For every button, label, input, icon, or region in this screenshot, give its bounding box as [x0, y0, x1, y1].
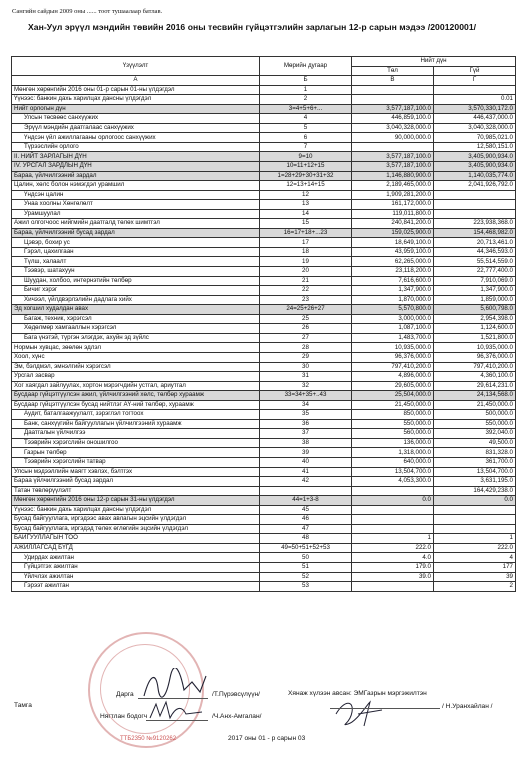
row-label: Бага үнэтэй, түргэн элэгдэх, ахуйн эд зүйлс	[12, 333, 260, 343]
row-actual-value: 2,954,398.0	[434, 314, 516, 324]
row-label: Бусдаар гүйцэтгүүлсэн бусад нийтлэг АҮ-ний төлбөр, хураамж	[12, 400, 260, 410]
row-code: 25	[260, 314, 352, 324]
row-plan-value	[352, 505, 434, 515]
row-label: Багаж, техник, хэрэгсэл	[12, 314, 260, 324]
table-row	[12, 429, 516, 439]
row-label: Бусад байгууллага, иргэдэд төлөх өглөгийн эцсийн үлдэгдэл	[12, 524, 260, 534]
row-code: 46	[260, 515, 352, 525]
row-actual-value: 7,910,069.0	[434, 276, 516, 286]
table-row	[12, 362, 516, 372]
table-row	[12, 524, 516, 534]
row-actual-value: 21,450,000.0	[434, 400, 516, 410]
table-row	[12, 457, 516, 467]
row-label: Бараа, үйлчилгээний бусад зардал	[12, 228, 260, 238]
row-plan-value: 39.0	[352, 572, 434, 582]
row-code: 10=11+12+15	[260, 162, 352, 172]
row-actual-value: 223,938,368.0	[434, 219, 516, 229]
table-row	[12, 477, 516, 487]
row-actual-value	[434, 524, 516, 534]
row-label: Үндсэн цалин	[12, 190, 260, 200]
table-row	[12, 219, 516, 229]
row-plan-value: 21,450,000.0	[352, 400, 434, 410]
row-plan-value	[352, 142, 434, 152]
row-label: Үйлчлэх ажилтан	[12, 572, 260, 582]
row-plan-value: 7,616,600.0	[352, 276, 434, 286]
row-label: Гэрээт ажилтан	[12, 582, 260, 592]
row-plan-value: 159,025,900.0	[352, 228, 434, 238]
row-plan-value: 2,189,465,000.0	[352, 181, 434, 191]
row-plan-value: 1,870,000.0	[352, 295, 434, 305]
row-code: 22	[260, 286, 352, 296]
row-code: 1	[260, 85, 352, 95]
table-row	[12, 209, 516, 219]
row-actual-value	[434, 515, 516, 525]
row-code: 36	[260, 419, 352, 429]
row-actual-value: 164,429,238.0	[434, 486, 516, 496]
director-name: /Т.Пүрэвсүлүүн/	[212, 691, 260, 698]
table-row	[12, 190, 516, 200]
row-plan-value: 797,410,200.0	[352, 362, 434, 372]
table-row	[12, 582, 516, 592]
table-row	[12, 305, 516, 315]
row-code: 15	[260, 219, 352, 229]
row-label: Цэвэр, бохир ус	[12, 238, 260, 248]
director-signature	[140, 668, 210, 702]
row-code: 17	[260, 238, 352, 248]
row-plan-value: 3,577,187,100.0	[352, 104, 434, 114]
table-row	[12, 372, 516, 382]
row-code: 12	[260, 190, 352, 200]
row-label: Эд хогшил худалдан авах	[12, 305, 260, 315]
row-actual-value: 177	[434, 562, 516, 572]
table-row	[12, 562, 516, 572]
row-label: Аудит, баталгаажуулалт, зэрэглэл тогтоох	[12, 410, 260, 420]
row-actual-value: 2	[434, 582, 516, 592]
row-plan-value: 3,577,187,100.0	[352, 162, 434, 172]
row-label: Удирдах ажилтан	[12, 553, 260, 563]
row-actual-value	[434, 200, 516, 210]
row-plan-value: 1,483,700.0	[352, 333, 434, 343]
table-row	[12, 85, 516, 95]
row-plan-value: 62,265,000.0	[352, 257, 434, 267]
row-actual-value: 12,580,151.0	[434, 142, 516, 152]
row-label: Унаа хоолны Хөнгөлөлт	[12, 200, 260, 210]
row-label: Шуудан, холбоо, интернэтийн төлбөр	[12, 276, 260, 286]
table-row	[12, 543, 516, 553]
table-row	[12, 152, 516, 162]
table-row	[12, 104, 516, 114]
row-label: Нормын хувцас, зөөлөн эдлэл	[12, 343, 260, 353]
row-actual-value: 3,405,900,934.0	[434, 162, 516, 172]
row-plan-value: 0.0	[352, 496, 434, 506]
row-actual-value: 29,614,231.0	[434, 381, 516, 391]
row-label: Урсгал засвар	[12, 372, 260, 382]
row-actual-value: 1,521,800.0	[434, 333, 516, 343]
row-plan-value: 1,347,900.0	[352, 286, 434, 296]
row-label: Улсын мэдээллийн маягт хэвлэх, бэлтгэх	[12, 467, 260, 477]
row-actual-value: 22,777,400.0	[434, 267, 516, 277]
row-plan-value: 1,087,100.0	[352, 324, 434, 334]
table-row	[12, 295, 516, 305]
row-code: 50	[260, 553, 352, 563]
row-actual-value: 1	[434, 534, 516, 544]
row-code: 34	[260, 400, 352, 410]
table-row	[12, 123, 516, 133]
table-row	[12, 391, 516, 401]
row-label: Татан төвлөрүүлэлт	[12, 486, 260, 496]
row-label: Тээвэр, шатахуун	[12, 267, 260, 277]
row-actual-value: 5,600,798.0	[434, 305, 516, 315]
row-plan-value: 560,000.0	[352, 429, 434, 439]
row-actual-value: 13,504,700.0	[434, 467, 516, 477]
row-actual-value: 96,376,000.0	[434, 352, 516, 362]
row-code: 23	[260, 295, 352, 305]
row-plan-value: 1,909,281,200.0	[352, 190, 434, 200]
table-row	[12, 343, 516, 353]
row-code: 42	[260, 477, 352, 487]
row-plan-value	[352, 95, 434, 105]
table-row	[12, 238, 516, 248]
row-label: Эрүүл мэндийн даатгалаас санхүүжих	[12, 123, 260, 133]
row-label: Үүнээс: банкин дахь харилцах дансны үлдэгдэл	[12, 505, 260, 515]
row-actual-value: 2,041,926,792.0	[434, 181, 516, 191]
row-plan-value: 3,577,187,100.0	[352, 152, 434, 162]
table-row	[12, 314, 516, 324]
expenditure-table	[11, 56, 516, 592]
table-row	[12, 200, 516, 210]
row-actual-value: 500,000.0	[434, 410, 516, 420]
row-plan-value: 10,935,000.0	[352, 343, 434, 353]
row-code: 24=25+26+27	[260, 305, 352, 315]
row-plan-value: 23,118,200.0	[352, 267, 434, 277]
row-label: Ажил олгогчоос нийгмийн даатгалд төлөх шимтгэл	[12, 219, 260, 229]
row-plan-value: 161,172,000.0	[352, 200, 434, 210]
table-row	[12, 114, 516, 124]
table-row	[12, 419, 516, 429]
row-code: 47	[260, 524, 352, 534]
stamp-label: Тамга	[14, 702, 32, 709]
row-actual-value: 1,140,035,774.0	[434, 171, 516, 181]
row-label: Түрээслийн орлого	[12, 142, 260, 152]
row-label: Хөдөлмөр хамгааллын хэрэгсэл	[12, 324, 260, 334]
row-actual-value: 797,410,200.0	[434, 362, 516, 372]
row-actual-value: 3,040,328,000.0	[434, 123, 516, 133]
row-label: Банк, санхүүгийн байгууллагын үйлчилгээний хураамж	[12, 419, 260, 429]
row-label: Эм, бэлдмэл, эмнэлгийн хэрэгсэл	[12, 362, 260, 372]
row-label: Тээврийн хэрэгслийн оношилгоо	[12, 438, 260, 448]
row-actual-value: 550,000.0	[434, 419, 516, 429]
row-plan-value: 640,000.0	[352, 457, 434, 467]
table-row	[12, 553, 516, 563]
table-row	[12, 133, 516, 143]
row-actual-value: 1,124,600.0	[434, 324, 516, 334]
row-label: Урамшуулал	[12, 209, 260, 219]
row-code: 53	[260, 582, 352, 592]
header-indicator: Үзүүлэлт	[12, 57, 260, 76]
row-plan-value: 1,318,000.0	[352, 448, 434, 458]
row-plan-value: 4.0	[352, 553, 434, 563]
row-actual-value: 10,935,000.0	[434, 343, 516, 353]
row-label: Мөнгөн хөрөнгийн 2016 оны 12-р сарын 31-ны үлдэгдэл	[12, 496, 260, 506]
reviewer-label: Хянаж хүлээн авсан: ЭМГазрын мэргэжилтэн	[288, 690, 427, 697]
row-code: 39	[260, 448, 352, 458]
letter-g: Г	[434, 76, 516, 86]
table-header-row	[12, 57, 516, 67]
row-code: 19	[260, 257, 352, 267]
row-code: 41	[260, 467, 352, 477]
header-row-number: Мөрийн дугаар	[260, 57, 352, 76]
accountant-label: Нягтлан бодогч	[100, 713, 148, 720]
table-row	[12, 381, 516, 391]
table-row	[12, 228, 516, 238]
table-row	[12, 286, 516, 296]
row-label: Бичиг хэрэг	[12, 286, 260, 296]
row-actual-value: 0.0	[434, 496, 516, 506]
row-code: 31	[260, 372, 352, 382]
row-label: II. НИЙТ ЗАРЛАГЫН ДҮН	[12, 152, 260, 162]
row-actual-value: 4,360,100.0	[434, 372, 516, 382]
row-plan-value: 119,011,800.0	[352, 209, 434, 219]
row-code: 38	[260, 438, 352, 448]
row-code: 51	[260, 562, 352, 572]
row-plan-value: 3,000,000.0	[352, 314, 434, 324]
row-actual-value: 44,346,593.0	[434, 247, 516, 257]
row-actual-value: 20,713,461.0	[434, 238, 516, 248]
row-plan-value: 179.0	[352, 562, 434, 572]
row-plan-value: 1	[352, 534, 434, 544]
row-code: 48	[260, 534, 352, 544]
row-code: 52	[260, 572, 352, 582]
row-plan-value: 4,896,000.0	[352, 372, 434, 382]
table-row	[12, 171, 516, 181]
row-label: Бараа үйлчилгээний бусад зардал	[12, 477, 260, 487]
row-code: 32	[260, 381, 352, 391]
table-row	[12, 352, 516, 362]
table-row	[12, 276, 516, 286]
row-actual-value: 70,985,021.0	[434, 133, 516, 143]
row-plan-value: 446,859,100.0	[352, 114, 434, 124]
row-plan-value	[352, 486, 434, 496]
row-actual-value: 55,514,559.0	[434, 257, 516, 267]
row-actual-value: 3,405,900,934.0	[434, 152, 516, 162]
approval-note: Сангийн сайдын 2009 оны ...... тоот тушаалаар батлав.	[12, 8, 163, 15]
row-plan-value: 18,649,100.0	[352, 238, 434, 248]
row-code: 28	[260, 343, 352, 353]
row-code: 30	[260, 362, 352, 372]
row-code: 2	[260, 95, 352, 105]
row-code: 5	[260, 123, 352, 133]
row-actual-value: 831,328.0	[434, 448, 516, 458]
row-label: Гүйцэтгэх ажилтан	[12, 562, 260, 572]
row-label: Мөнгөн хөрөнгийн 2016 оны 01-р сарын 01-ны үлдэгдэл	[12, 85, 260, 95]
row-plan-value: 1,146,880,900.0	[352, 171, 434, 181]
row-code: 37	[260, 429, 352, 439]
table-body	[12, 57, 516, 592]
table-row	[12, 505, 516, 515]
row-plan-value: 850,000.0	[352, 410, 434, 420]
row-code: 44=1+3-8	[260, 496, 352, 506]
row-actual-value: 361,700.0	[434, 457, 516, 467]
row-code: 35	[260, 410, 352, 420]
row-actual-value	[434, 190, 516, 200]
row-label: Цалин, хөлс болон нэмэгдэл урамшил	[12, 181, 260, 191]
row-code: 33=34+35+..43	[260, 391, 352, 401]
row-actual-value: 3,570,330,172.0	[434, 104, 516, 114]
row-plan-value: 136,000.0	[352, 438, 434, 448]
row-label: Гэрэл, цахилгаан	[12, 247, 260, 257]
row-code: 29	[260, 352, 352, 362]
letter-b: Б	[260, 76, 352, 86]
row-actual-value: 4	[434, 553, 516, 563]
row-label: Бусдаар гүйцэтгүүлсэн ажил, үйлчилгээний хөлс, төлбөр хураамж	[12, 391, 260, 401]
reviewer-name: / Н.Уранхайлан /	[442, 703, 493, 710]
table-row	[12, 534, 516, 544]
row-plan-value	[352, 524, 434, 534]
row-label: Тээврийн хэрэгслийн татвар	[12, 457, 260, 467]
table-row	[12, 410, 516, 420]
row-code: 14	[260, 209, 352, 219]
row-code: 20	[260, 267, 352, 277]
row-plan-value: 240,841,200.0	[352, 219, 434, 229]
header-total: Нийт дүн	[352, 57, 516, 67]
letter-a: А	[12, 76, 260, 86]
row-label: АЖИЛЛАГСАД БҮГД	[12, 543, 260, 553]
row-plan-value: 13,504,700.0	[352, 467, 434, 477]
row-label: Нийт орлогын дүн	[12, 104, 260, 114]
report-date: 2017 оны 01 - р сарын 03	[228, 735, 306, 742]
row-actual-value: 39	[434, 572, 516, 582]
row-code: 49=50+51+52+53	[260, 543, 352, 553]
row-code: 18	[260, 247, 352, 257]
row-label: Үндсэн үйл ажиллагааны орлогоос санхүүжих	[12, 133, 260, 143]
director-label: Дарга	[116, 691, 134, 698]
table-row	[12, 572, 516, 582]
row-plan-value: 29,605,000.0	[352, 381, 434, 391]
row-plan-value: 90,000,000.0	[352, 133, 434, 143]
row-code: 40	[260, 457, 352, 467]
row-actual-value: 222.0	[434, 543, 516, 553]
table-row	[12, 400, 516, 410]
row-label: Газрын төлбөр	[12, 448, 260, 458]
row-code: 26	[260, 324, 352, 334]
row-code: 45	[260, 505, 352, 515]
row-label: БАЙГУУЛЛАГЫН ТОО	[12, 534, 260, 544]
header-actual: Гүй	[434, 66, 516, 76]
row-actual-value: 3,631,195.0	[434, 477, 516, 487]
row-actual-value: 24,134,568.0	[434, 391, 516, 401]
accountant-signature	[146, 698, 206, 724]
table-row	[12, 496, 516, 506]
table-row	[12, 142, 516, 152]
table-row	[12, 267, 516, 277]
reviewer-signature	[330, 696, 390, 730]
row-label: Үүнээс: банкин дахь харилцах дансны үлдэгдэл	[12, 95, 260, 105]
row-label: IV. УРСГАЛ ЗАРДЛЫН ДҮН	[12, 162, 260, 172]
row-code: 7	[260, 142, 352, 152]
row-plan-value: 3,040,328,000.0	[352, 123, 434, 133]
row-plan-value: 550,000.0	[352, 419, 434, 429]
row-plan-value	[352, 582, 434, 592]
row-label: Улсын төсвөөс санхүүжих	[12, 114, 260, 124]
row-label: Хог хаягдал зайлуулах, хортон мэрэгчдийн устгал, ариутгал	[12, 381, 260, 391]
row-label: Даатгалын үйлчилгээ	[12, 429, 260, 439]
table-row	[12, 247, 516, 257]
table-row	[12, 333, 516, 343]
row-plan-value	[352, 85, 434, 95]
row-actual-value	[434, 505, 516, 515]
row-plan-value: 25,504,000.0	[352, 391, 434, 401]
row-code: 9=10	[260, 152, 352, 162]
row-code: 13	[260, 200, 352, 210]
table-row	[12, 95, 516, 105]
row-actual-value	[434, 209, 516, 219]
table-row	[12, 324, 516, 334]
row-plan-value: 4,053,300.0	[352, 477, 434, 487]
table-letter-row	[12, 76, 516, 86]
row-label: Бараа, үйлчилгээний зардал	[12, 171, 260, 181]
row-actual-value	[434, 85, 516, 95]
row-label: Бусад байгууллага, иргэдээс авах авлагын эцсийн үлдэгдэл	[12, 515, 260, 525]
table-row	[12, 467, 516, 477]
row-actual-value: 49,500.0	[434, 438, 516, 448]
row-plan-value: 43,959,100.0	[352, 247, 434, 257]
table-row	[12, 515, 516, 525]
row-code: 21	[260, 276, 352, 286]
row-code: 1=28+29+30+31+32	[260, 171, 352, 181]
row-plan-value	[352, 515, 434, 525]
table-row	[12, 257, 516, 267]
row-code: 12=13+14+15	[260, 181, 352, 191]
row-actual-value: 392,040.0	[434, 429, 516, 439]
row-actual-value: 0.01	[434, 95, 516, 105]
row-label: Түлш, халаалт	[12, 257, 260, 267]
row-actual-value: 154,468,982.0	[434, 228, 516, 238]
row-actual-value: 446,437,000.0	[434, 114, 516, 124]
reviewer-signature-line	[330, 708, 440, 709]
table-row	[12, 438, 516, 448]
row-code: 4	[260, 114, 352, 124]
report-title: Хан-Уул эрүүл мэндийн төвийн 2016 оны тесвийн гүйцэтгэлийн зарлагын 12-р сарын мэдээ /200120001/	[28, 22, 477, 32]
stamp-number: ТТБ2350 №9120262	[120, 736, 177, 742]
row-code: 16=17+18+...23	[260, 228, 352, 238]
letter-v: В	[352, 76, 434, 86]
table-row	[12, 448, 516, 458]
row-actual-value: 1,347,900.0	[434, 286, 516, 296]
row-label: Хоол, хүнс	[12, 352, 260, 362]
header-plan: Төл	[352, 66, 434, 76]
table-row	[12, 162, 516, 172]
row-code	[260, 486, 352, 496]
row-code: 27	[260, 333, 352, 343]
row-plan-value: 96,376,000.0	[352, 352, 434, 362]
row-code: 6	[260, 133, 352, 143]
accountant-name: /Ч.Анх-Амгалан/	[212, 713, 262, 720]
table-row	[12, 486, 516, 496]
row-actual-value: 1,859,000.0	[434, 295, 516, 305]
row-plan-value: 222.0	[352, 543, 434, 553]
table-row	[12, 181, 516, 191]
row-label: Хичээл, үйлдвэрлэлийн дадлага хийх	[12, 295, 260, 305]
row-plan-value: 5,570,800.0	[352, 305, 434, 315]
row-code: 3=4+5+6+...	[260, 104, 352, 114]
